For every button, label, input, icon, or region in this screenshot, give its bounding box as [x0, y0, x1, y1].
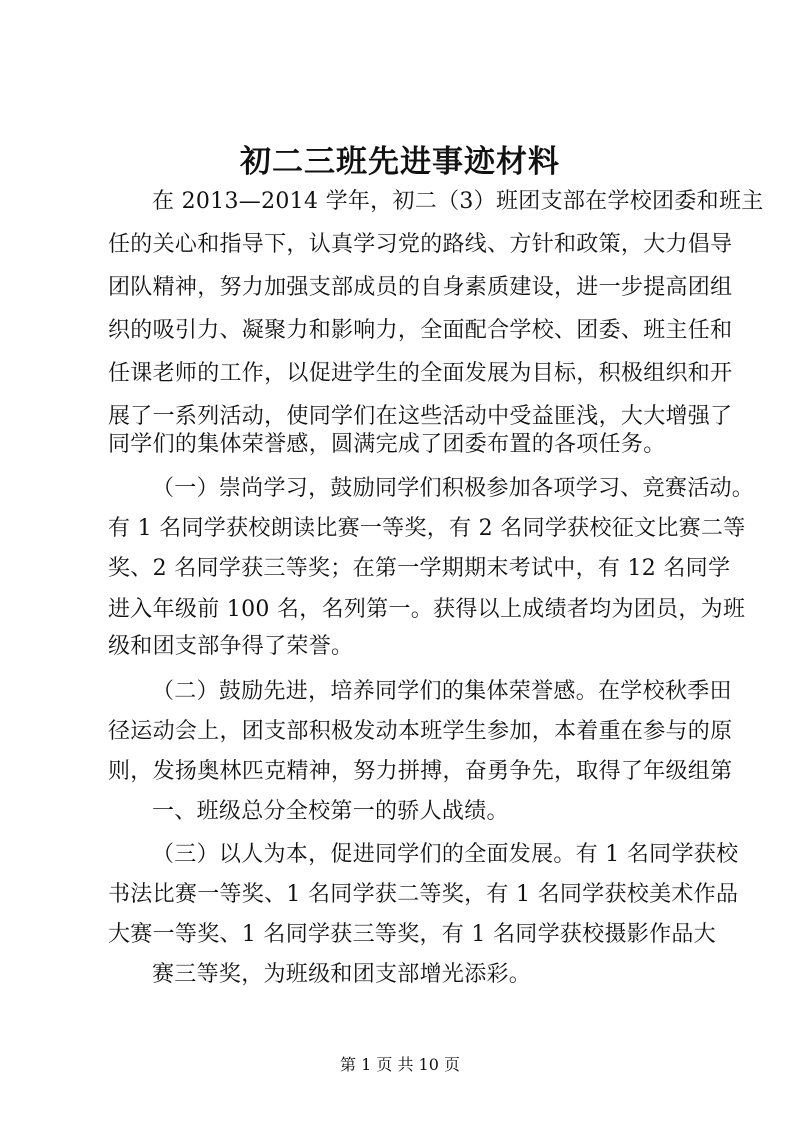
body-line: 书法比赛一等奖、1 名同学获二等奖，有 1 名同学获校美术作品	[108, 882, 739, 907]
body-line: 大赛一等奖、1 名同学获三等奖，有 1 名同学获校摄影作品大	[108, 922, 716, 947]
body-line: 级和团支部争得了荣誉。	[108, 634, 354, 659]
body-line: 奖、2 名同学获三等奖；在第一学期期末考试中，有 12 名同学	[108, 556, 731, 581]
body-line: （二）鼓励先进，培养同学们的集体荣誉感。在学校秋季田	[152, 679, 732, 704]
body-line: 在 2013—2014 学年，初二（3）班团支部在学校团委和班主	[152, 189, 764, 214]
body-line: 任课老师的工作，以促进学生的全面发展为目标，积极组织和开	[108, 361, 733, 386]
body-line: 同学们的集体荣誉感，圆满完成了团委布置的各项任务。	[108, 432, 666, 457]
body-line: （一）崇尚学习，鼓励同学们积极参加各项学习、竞赛活动。	[152, 476, 755, 501]
body-line: 团队精神，努力加强支部成员的自身素质建设，进一步提高团组	[108, 275, 733, 300]
body-line: 有 1 名同学获校朗读比赛一等奖，有 2 名同学获校征文比赛二等	[108, 516, 746, 541]
body-line: 一、班级总分全校第一的骄人战绩。	[152, 799, 509, 824]
document-title: 初二三班先进事迹材料	[240, 144, 560, 180]
page-number: 第 1 页 共 10 页	[340, 1055, 460, 1074]
body-line: 任的关心和指导下，认真学习党的路线、方针和政策，大力倡导	[108, 232, 733, 257]
body-line: 进入年级前 100 名，名列第一。获得以上成绩者均为团员，为班	[108, 597, 746, 622]
body-line: 织的吸引力、凝聚力和影响力，全面配合学校、团委、班主任和	[108, 318, 733, 343]
body-line: 则，发扬奥林匹克精神，努力拼搏，奋勇争先，取得了年级组第	[108, 759, 733, 784]
body-line: 展了一系列活动，使同学们在这些活动中受益匪浅，大大增强了	[108, 404, 733, 429]
body-line: 径运动会上，团支部积极发动本班学生参加，本着重在参与的原	[108, 719, 733, 744]
body-line: （三）以人为本，促进同学们的全面发展。有 1 名同学获校	[152, 842, 739, 867]
body-line: 赛三等奖，为班级和团支部增光添彩。	[152, 962, 532, 987]
